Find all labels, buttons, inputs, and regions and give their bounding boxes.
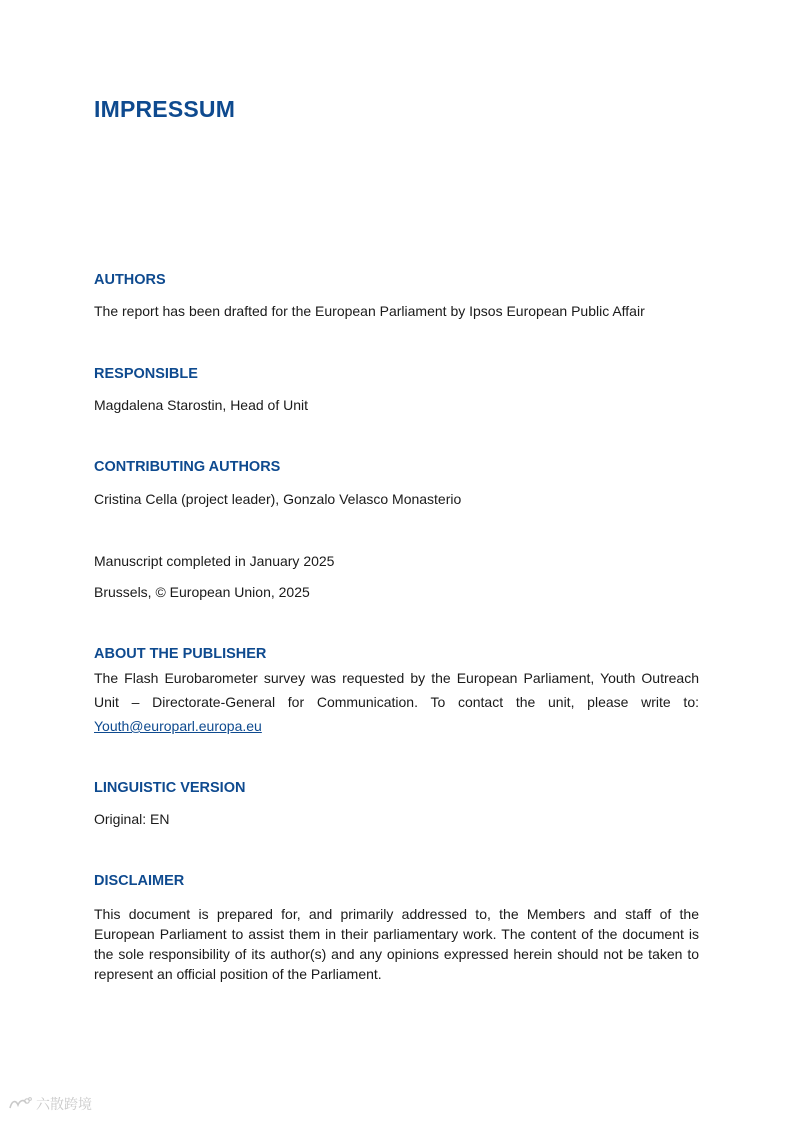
authors-heading: AUTHORS <box>94 272 166 288</box>
page-title: IMPRESSUM <box>94 96 236 122</box>
brand-logo-icon <box>8 1096 32 1112</box>
authors-text: The report has been drafted for the European Parliament by Ipsos European Public Affair <box>94 303 645 319</box>
copyright-notice: Brussels, © European Union, 2025 <box>94 584 310 600</box>
publisher-paragraph <box>94 666 699 738</box>
manuscript-date: Manuscript completed in January 2025 <box>94 553 335 569</box>
contributing-authors-text: Cristina Cella (project leader), Gonzalo Velasco Monasterio <box>94 491 462 507</box>
publisher-text: The Flash Eurobarometer survey was requested by the European Parliament, Youth Outreach Unit – Directorate-General for Communication. To contact the unit, please write to: <box>94 670 699 710</box>
linguistic-version-heading: LINGUISTIC VERSION <box>94 780 246 796</box>
watermark-text: 六散跨境 <box>36 1096 92 1112</box>
contact-email-link[interactable]: Youth@europarl.europa.eu <box>94 718 262 734</box>
disclaimer-heading: DISCLAIMER <box>94 873 185 889</box>
publisher-heading: ABOUT THE PUBLISHER <box>94 646 267 662</box>
responsible-text: Magdalena Starostin, Head of Unit <box>94 397 309 413</box>
watermark <box>8 1094 92 1114</box>
contributing-authors-heading: CONTRIBUTING AUTHORS <box>94 459 281 475</box>
linguistic-version-text: Original: EN <box>94 811 170 827</box>
disclaimer-text: This document is prepared for, and primarily addressed to, the Members and staff of the European Parliament to assist them in their parliamentary work. The content of the document is the sole responsibility of its author(s) and any opinions expressed herein should not be taken to represent an official position of the Parliament. <box>94 906 699 982</box>
responsible-heading: RESPONSIBLE <box>94 366 198 382</box>
